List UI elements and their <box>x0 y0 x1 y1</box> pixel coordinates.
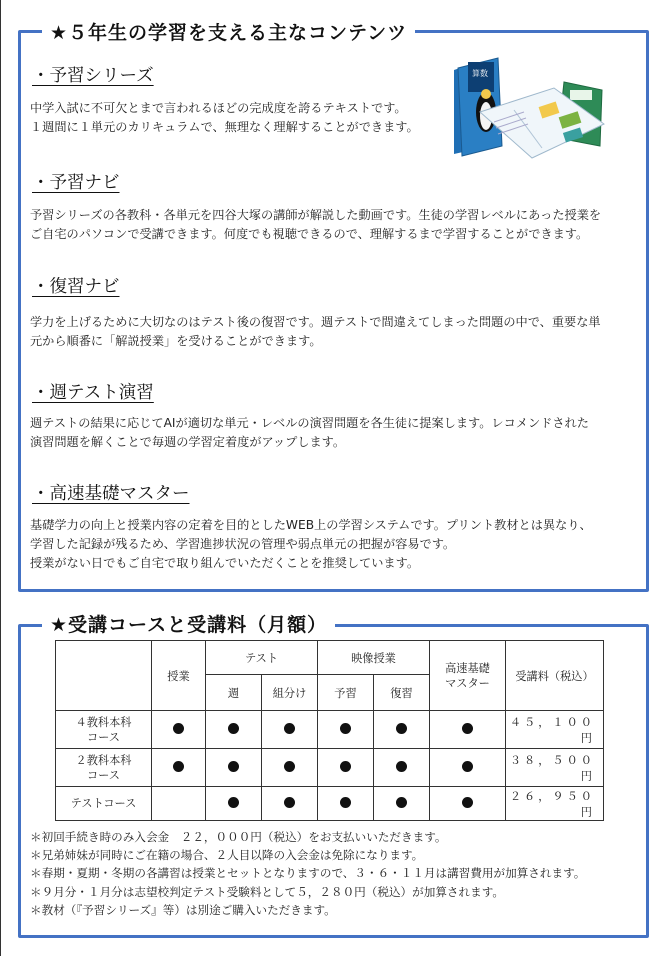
table-header-row <box>56 641 604 675</box>
course-name: ２教科本科 コース <box>56 749 152 787</box>
note-item: ＊教材（『予習シリーズ』等）は別途ご購入いただきます。 <box>30 902 336 917</box>
header-test-kumiwake: 組分け <box>262 675 318 711</box>
fukushu-navi-heading: ・復習ナビ <box>32 277 120 297</box>
fukushu-navi-text: 学力を上げるために大切なのはテスト後の復習です。週テストで間違えてしまった問題の中で、重要な単 元から順番に「解説授業」を受けることができます。 <box>30 315 601 348</box>
header-blank <box>56 641 152 711</box>
yoshu-series-heading: ・予習シリーズ <box>32 66 154 86</box>
kosoku-kiso-text: 基礎学力の向上と授業内容の定着を目的としたWEB上の学習システムです。プリント教材とは異なり、 学習した記録が残るため、学習進捗状況の管理や弱点単元の把握が容易です。 授業がない日でもご自宅で取り組んでいただくことを推奨しています。 <box>30 518 592 570</box>
course-name: テストコース <box>56 787 152 821</box>
included-dot <box>228 797 239 808</box>
included-dot <box>228 723 239 734</box>
courses-title: ★受講コースと受講料（月額） <box>42 610 335 637</box>
included-dot <box>462 723 473 734</box>
included-dot <box>173 761 184 772</box>
included-dot <box>340 761 351 772</box>
table-row <box>56 711 604 749</box>
header-master: 高速基礎 マスター <box>430 641 506 711</box>
yoshu-navi-text: 予習シリーズの各教科・各単元を四谷大塚の講師が解説した動画です。生徒の学習レベルにあった授業を ご自宅のパソコンで受講できます。何度でも視聴できるので、理解するまで学習することができます。 <box>30 208 602 241</box>
included-dot <box>228 761 239 772</box>
included-dot <box>340 723 351 734</box>
left-edge-line <box>0 0 1 956</box>
note-item: ＊兄弟姉妹が同時にご在籍の場合、２人目以降の入会金は免除になります。 <box>30 848 424 863</box>
note-item: ＊春期・夏期・冬期の各講習は授業とセットとなりますので、３・６・１１月は講習費用が加算されます。 <box>30 866 586 881</box>
course-fee: ２６，９５０円 <box>506 787 604 821</box>
included-dot <box>396 723 407 734</box>
book-cover-label: 算数 <box>472 69 488 78</box>
fee-notes <box>30 828 585 919</box>
course-name: ４教科本科 コース <box>56 711 152 749</box>
included-dot <box>173 723 184 734</box>
course-fee: ３８，５００円 <box>506 749 604 787</box>
note-item: ＊初回手続き時のみ入会金 ２２，０００円（税込）をお支払いいただきます。 <box>30 830 447 844</box>
header-video-yoshu: 予習 <box>318 675 374 711</box>
note-item: ＊９月分・１月分は志望校判定テスト受験料として５，２８０円（税込）が加算されます。 <box>30 884 504 899</box>
header-video: 映像授業 <box>318 641 430 675</box>
included-dot <box>284 761 295 772</box>
included-dot <box>284 723 295 734</box>
table-row <box>56 787 604 821</box>
header-fee: 受講料（税込） <box>506 641 604 711</box>
kosoku-kiso-heading: ・高速基礎マスター <box>32 484 190 504</box>
course-fee-table <box>55 640 604 821</box>
not-included-cell <box>152 787 206 821</box>
textbook-image <box>454 54 606 166</box>
yoshu-navi-heading: ・予習ナビ <box>32 173 120 193</box>
included-dot <box>340 797 351 808</box>
included-dot <box>396 761 407 772</box>
included-dot <box>284 797 295 808</box>
header-video-fukushu: 復習 <box>374 675 430 711</box>
header-test-weekly: 週 <box>206 675 262 711</box>
shu-test-heading: ・週テスト演習 <box>32 383 154 403</box>
contents-title: ★５年生の学習を支える主なコンテンツ <box>42 18 415 45</box>
included-dot <box>396 797 407 808</box>
shu-test-text: 週テストの結果に応じてAIが適切な単元・レベルの演習問題を各生徒に提案します。レコメンドされた 演習問題を解くことで毎週の学習定着度がアップします。 <box>30 416 589 449</box>
header-lecture: 授業 <box>152 641 206 711</box>
included-dot <box>462 761 473 772</box>
yoshu-series-text: 中学入試に不可欠とまで言われるほどの完成度を誇るテキストです。 １週間に１単元のカリキュラムで、無理なく理解することができます。 <box>30 101 419 134</box>
included-dot <box>462 797 473 808</box>
header-test: テスト <box>206 641 318 675</box>
course-fee: ４５，１００円 <box>506 711 604 749</box>
table-row <box>56 749 604 787</box>
